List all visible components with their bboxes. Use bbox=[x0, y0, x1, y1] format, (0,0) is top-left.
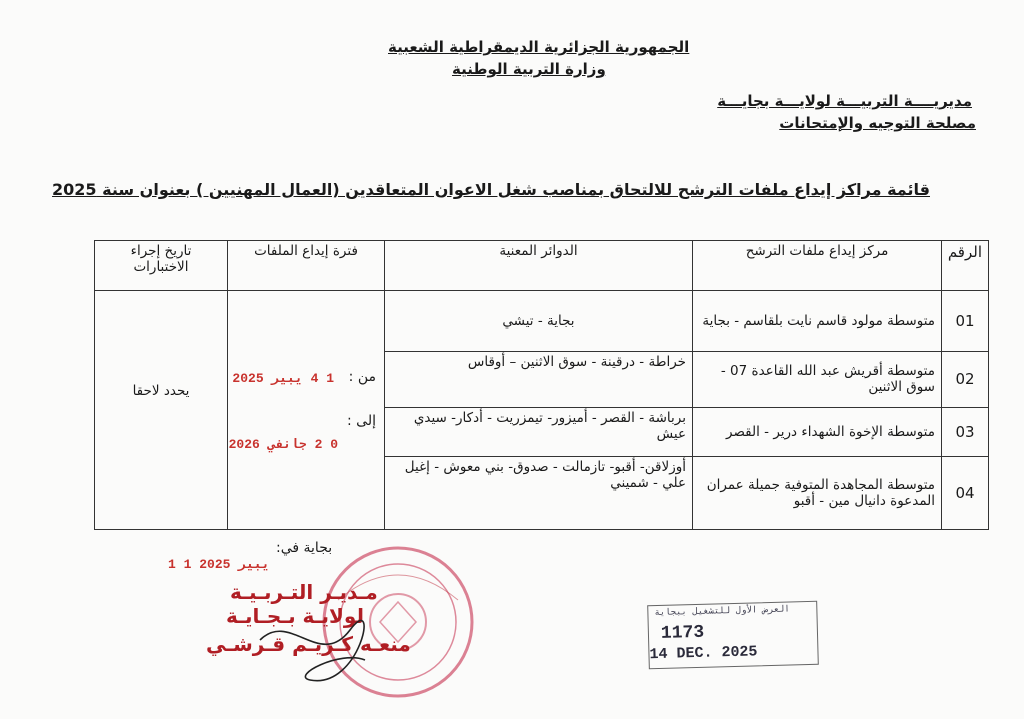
row-center: متوسطة مولود قاسم نايت بلقاسم - بجاية bbox=[693, 290, 942, 351]
issue-date-stamp: 1 1 يبير 2025 bbox=[168, 557, 270, 572]
signature-line-1: مـديـر التـربـيـة bbox=[230, 580, 378, 604]
row-number: 01 bbox=[942, 290, 989, 351]
test-date-cell: يحدد لاحقا bbox=[95, 290, 228, 529]
col-header-center: مركز إيداع ملفات الترشح bbox=[693, 241, 942, 291]
table-row bbox=[95, 290, 989, 351]
received-stamp-date: 14 DEC. 2025 bbox=[649, 643, 758, 664]
received-stamp-number: 1173 bbox=[660, 622, 705, 644]
period-to-date-stamp: 0 2 جانفي 2026 bbox=[228, 436, 338, 452]
period-from-label: من : bbox=[348, 368, 376, 385]
row-districts: خراطة - درقينة - سوق الاثنين – أوقاس bbox=[385, 351, 693, 407]
received-stamp-header: العرض الأول للتشغيل ببجاية bbox=[654, 604, 790, 619]
col-header-period: فترة إيداع الملفات bbox=[228, 241, 385, 291]
col-header-number: الرقم bbox=[942, 241, 989, 291]
signature-line-2: لولايـة بـجـايـة bbox=[226, 604, 364, 628]
directorate-heading: مديريــــة التربيـــة لولايـــة بجايـــة bbox=[717, 92, 972, 110]
place-label: بجاية في: bbox=[276, 540, 333, 556]
row-districts: برباشة - القصر - أميزور- تيمزريت - أدكار- سيدي عيش bbox=[385, 407, 693, 456]
row-center: متوسطة أقريش عبد الله القاعدة 07 - سوق الاثنين bbox=[693, 351, 942, 407]
row-districts: أوزلاقن- أقبو- تازمالت - صدوق- بني معوش - إغيل علي - شميني bbox=[385, 456, 693, 529]
row-number: 03 bbox=[942, 407, 989, 456]
row-districts: بجاية - تيشي bbox=[385, 290, 693, 351]
period-to-label: إلى : bbox=[347, 412, 376, 429]
period-cell bbox=[228, 290, 385, 529]
row-center: متوسطة المجاهدة المتوفية جميلة عمران المدعوة دانيال مين - أقبو bbox=[693, 456, 942, 529]
received-stamp bbox=[647, 601, 819, 669]
row-center: متوسطة الإخوة الشهداء درير - القصر bbox=[693, 407, 942, 456]
handwritten-signature bbox=[250, 600, 370, 700]
col-header-test-date: تاريخ إجراء الاختبارات bbox=[95, 241, 228, 291]
period-from-date-stamp: 1 4 يبير 2025 bbox=[232, 370, 334, 386]
row-number: 02 bbox=[942, 351, 989, 407]
ministry-heading: وزارة التربية الوطنية bbox=[452, 60, 606, 78]
period-box bbox=[228, 295, 378, 525]
document-title: قائمة مراكز إيداع ملفات الترشح للالتحاق بمناصب شغل الاعوان المتعاقدين (العمال المهنيين ) بعنوان سنة 2025 bbox=[52, 180, 930, 199]
col-header-districts: الدوائر المعنية bbox=[385, 241, 693, 291]
service-heading: مصلحة التوجيه والإمتحانات bbox=[779, 114, 976, 132]
signature-line-3: منعـه كـريـم قـرشـي bbox=[206, 632, 411, 656]
row-number: 04 bbox=[942, 456, 989, 529]
table-header-row bbox=[95, 241, 989, 291]
republic-heading: الجمهورية الجزائرية الديمقراطية الشعبية bbox=[388, 38, 690, 56]
centers-table bbox=[94, 240, 989, 530]
